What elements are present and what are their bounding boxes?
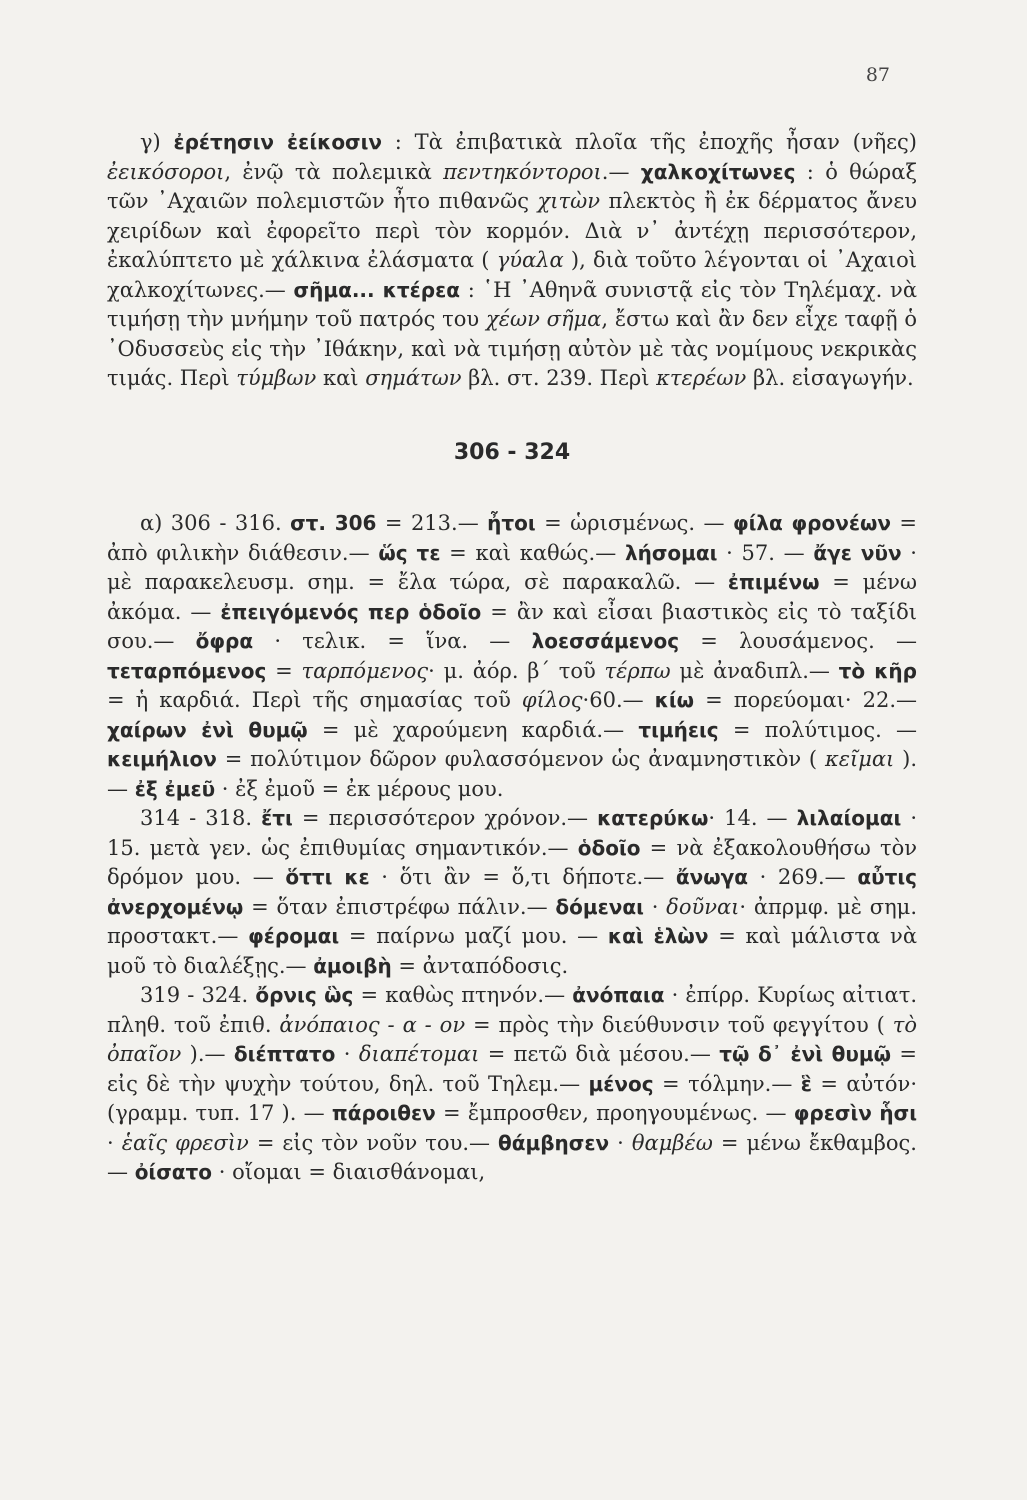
headword: κειμήλιον	[107, 747, 217, 771]
text-run: ·	[335, 1042, 359, 1066]
text-run: = ἂν καὶ εἶσαι βιαστικὸς εἰς τὸ ταξίδι σου.—	[107, 599, 917, 653]
text-run: καὶ	[316, 366, 366, 390]
headword: μένος	[588, 1071, 654, 1096]
text-run: = λουσάμενος. —	[679, 629, 917, 653]
headword: ἄνωγα	[675, 865, 748, 889]
italic-term: ἀνόπαιος - α - ον	[279, 1012, 466, 1037]
text-run: = καθὼς πτηνόν.—	[353, 983, 573, 1007]
headword: ἦτοι	[487, 511, 536, 535]
text-run: ).—	[181, 1042, 234, 1066]
headword: ἐπιμένω	[727, 570, 820, 594]
headword: φέρομαι	[248, 924, 340, 948]
headword: ὄφρα	[195, 629, 254, 653]
text-run: = ὡρισμένως. —	[535, 511, 733, 535]
page-number: 87	[865, 64, 890, 86]
text-run: πλεκτὸς ἢ ἐκ δέρματος ἄνευ χειρίδων καὶ ἐφορεῖτο περὶ τὸν κορμόν. Διὰ ν᾿ ἀντέχῃ περισσότερον, ἐκαλύπτετο μὲ χάλκινα ἐλάσματα (	[107, 189, 917, 272]
text-run: · ὅτι ἂν = ὅ,τι δήποτε.—	[369, 865, 676, 889]
headword: κίω	[654, 688, 695, 712]
headword: φρεσὶν ἧσι	[793, 1101, 917, 1125]
paragraph	[107, 981, 917, 1188]
italic-term: φίλος	[521, 688, 583, 712]
text-run: = μένω ἀκόμα. —	[107, 570, 917, 624]
text-run: = καὶ μάλιστα νὰ μοῦ τὸ διαλέξῃς.—	[107, 924, 918, 978]
text-run: = πετῶ διὰ μέσου.—	[479, 1042, 720, 1066]
italic-term: ταρπόμενος	[301, 658, 429, 683]
paragraph	[107, 128, 917, 394]
text-run: ), διὰ τοῦτο λέγονται οἱ ᾿Αχαιοὶ χαλκοχίτωνες.—	[107, 248, 917, 302]
headword: τὸ κῆρ	[838, 658, 917, 683]
text-run: ·	[107, 1130, 122, 1155]
headword: ὁδοῖο	[577, 835, 641, 860]
text-run: = πολύτιμος. —	[718, 717, 918, 742]
text-run: = πρὸς τὴν διεύθυνσιν τοῦ φεγγίτου (	[465, 1012, 893, 1037]
headword: στ. 306	[290, 511, 377, 535]
text-run: = εἰς δὲ τὴν ψυχὴν τούτου, δηλ. τοῦ Τηλεμ.—	[107, 1042, 918, 1096]
text-run: = παίρνω μαζί μου. —	[339, 924, 608, 948]
text-run: 319 - 324.	[140, 983, 256, 1007]
headword: ἓ	[800, 1071, 812, 1096]
headword: ὅττι κε	[285, 865, 370, 889]
text-run: α) 306 - 316.	[140, 511, 291, 535]
headword: αὖτις ἀνερχομένῳ	[107, 865, 917, 919]
italic-term: τύμβων	[236, 366, 317, 390]
headword: τῷ δ᾿ ἐνὶ θυμῷ	[719, 1042, 892, 1066]
italic-term: θαμβέω	[631, 1130, 713, 1155]
italic-term: κτερέων	[656, 366, 747, 390]
text-run: = πορεύομαι· 22.—	[694, 688, 918, 712]
italic-term: πεντηκόντοροι	[443, 159, 602, 184]
text-run: : ὁ θώραξ τῶν ᾿Αχαιῶν πολεμιστῶν ἦτο πιθανῶς	[107, 159, 918, 213]
headword: τιμήεις	[638, 717, 719, 742]
text-run: · ἐπίρρ. Κυρίως αἰτιατ. πληθ. τοῦ ἐπιθ.	[107, 983, 918, 1037]
italic-term: ἐεικόσοροι	[107, 159, 225, 184]
text-run: · ἀπρμφ. μὲ σημ. προστακτ.—	[107, 894, 917, 948]
italic-term: δοῦναι	[666, 894, 740, 919]
headword: ἀμοιβὴ	[313, 953, 392, 978]
text-run: · μὲ παρακελευσμ. σημ. = ἔλα τώρα, σὲ παρακαλῶ. —	[107, 540, 917, 594]
headword: ὥς τε	[378, 540, 441, 565]
text-run: : Τὰ ἐπιβατικὰ πλοῖα τῆς ἐποχῆς ἦσαν (νῆες)	[382, 130, 917, 154]
text-run: , ἔστω καὶ ἂν δεν εἶχε ταφῇ ὁ ᾿Οδυσσεὺς εἰς τὴν ᾿Ιθάκην, καὶ νὰ τιμήσῃ αὐτὸν μὲ τὰς νομίμους νεκρικὰς τιμάς. Περὶ	[107, 307, 917, 390]
text-run: ·60.—	[582, 688, 655, 712]
text-run: = περισσότερον χρόνον.—	[292, 806, 598, 830]
headword: ὀίσατο	[134, 1160, 213, 1184]
text-run: · μ. ἀόρ. β΄ τοῦ	[428, 658, 605, 683]
headword: ἀνόπαια	[572, 983, 665, 1007]
text-run: γ)	[140, 130, 174, 154]
text-run: =	[266, 658, 302, 683]
headword: πάροιθεν	[331, 1101, 436, 1125]
headword: κατερύκω	[597, 806, 709, 830]
headword: σῆμα... κτέρεα	[293, 277, 460, 302]
text-run: · τελικ. = ἵνα. —	[253, 629, 532, 653]
text-run: = αὐτόν· (γραμμ. τυπ. 17 ). —	[107, 1071, 917, 1125]
text-run: = ἀπὸ φιλικὴν διάθεσιν.—	[107, 511, 917, 565]
text-run: = καὶ καθώς.—	[440, 540, 625, 565]
headword: λήσομαι	[624, 540, 718, 565]
headword: καὶ ἑλὼν	[607, 924, 709, 948]
text-run: ·	[643, 894, 667, 919]
text-run: = νὰ ἐξακολουθήσω τὸν δρόμον μου. —	[107, 835, 917, 889]
paragraph	[107, 509, 917, 804]
text-run: = μένω ἔκθαμβος.—	[107, 1130, 917, 1184]
italic-term: χιτὼν	[537, 189, 600, 213]
headword: ἐπειγόμενός περ ὁδοῖο	[220, 599, 482, 624]
headword: λοεσσάμενος	[531, 629, 680, 653]
text-run: = ἀνταπόδοσις.	[391, 953, 569, 978]
italic-term: χέων σῆμα	[485, 307, 602, 331]
text-run: = ἡ καρδιά. Περὶ τῆς σημασίας τοῦ	[107, 688, 522, 712]
text-run: · ἐξ ἐμοῦ = ἐκ μέρους μου.	[215, 776, 504, 801]
headword: τεταρπόμενος	[107, 658, 267, 683]
headword: διέπτατο	[233, 1042, 336, 1066]
text-run: · 269.—	[747, 865, 858, 889]
headword: ἄγε νῦν	[813, 540, 902, 565]
text-run: · 15. μετὰ γεν. ὡς ἐπιθυμίας σημαντικόν.—	[107, 806, 918, 860]
text-run: 314 - 318.	[140, 806, 262, 830]
text-run: · οἴομαι = διαισθάνομαι,	[212, 1160, 486, 1184]
text-run: = εἰς τὸν νοῦν του.—	[248, 1130, 499, 1155]
headword: ἐξ ἐμεῦ	[134, 776, 216, 801]
text-run: βλ. στ. 239. Περὶ	[461, 366, 657, 390]
text-run: = ἔμπροσθεν, προηγουμένως. —	[435, 1101, 794, 1125]
text-run: = μὲ χαρούμενη καρδιά.—	[307, 717, 639, 742]
headword: ὄρνις ὣς	[255, 983, 354, 1007]
italic-term: σημάτων	[365, 366, 462, 390]
italic-term: τέρπω	[604, 658, 671, 683]
italic-term: κεῖμαι	[824, 747, 895, 771]
italic-term: ἑαῖς φρεσὶν	[121, 1130, 249, 1155]
text-run: · 57. —	[717, 540, 814, 565]
text-run: βλ. εἰσαγωγήν.	[746, 366, 914, 390]
paragraph	[107, 804, 917, 981]
text-run: · 14. —	[708, 806, 797, 830]
text-run: = πολύτιμον δῶρον φυλασσόμενον ὡς ἀναμνηστικὸν (	[216, 747, 825, 771]
italic-term: γύαλα	[496, 248, 564, 272]
main-text	[107, 128, 917, 1188]
text-run: = τόλμην.—	[653, 1071, 801, 1096]
text-run: .—	[601, 159, 641, 184]
text-run: = ὅταν ἐπιστρέφω πάλιν.—	[243, 894, 556, 919]
section-heading: 306 - 324	[453, 439, 571, 465]
headword: ἐρέτησιν ἐείκοσιν	[173, 130, 383, 154]
text-run: ).—	[107, 747, 917, 801]
headword: ἔτι	[261, 806, 293, 830]
italic-term: διαπέτομαι	[358, 1042, 480, 1066]
headword: φίλα φρονέων	[732, 511, 891, 535]
italic-term: τὸ ὀπαῖον	[107, 1012, 918, 1066]
headword: δόμεναι	[555, 894, 644, 919]
text-run: : ῾Η ᾿Αθηνᾶ συνιστᾷ εἰς τὸν Τηλέμαχ. νὰ τιμήσῃ τὴν μνήμην τοῦ πατρός του	[107, 277, 918, 331]
text-run: = 213.—	[376, 511, 488, 535]
headword: θάμβησεν	[498, 1130, 610, 1155]
headword: χαίρων ἐνὶ θυμῷ	[107, 717, 308, 742]
headword: χαλκοχίτωνες	[640, 159, 796, 184]
headword: λιλαίομαι	[796, 806, 902, 830]
text-run: μὲ ἀναδιπλ.—	[670, 658, 839, 683]
text-run: ·	[609, 1130, 632, 1155]
text-run: , ἐνῷ τὰ πολεμικὰ	[224, 159, 444, 184]
